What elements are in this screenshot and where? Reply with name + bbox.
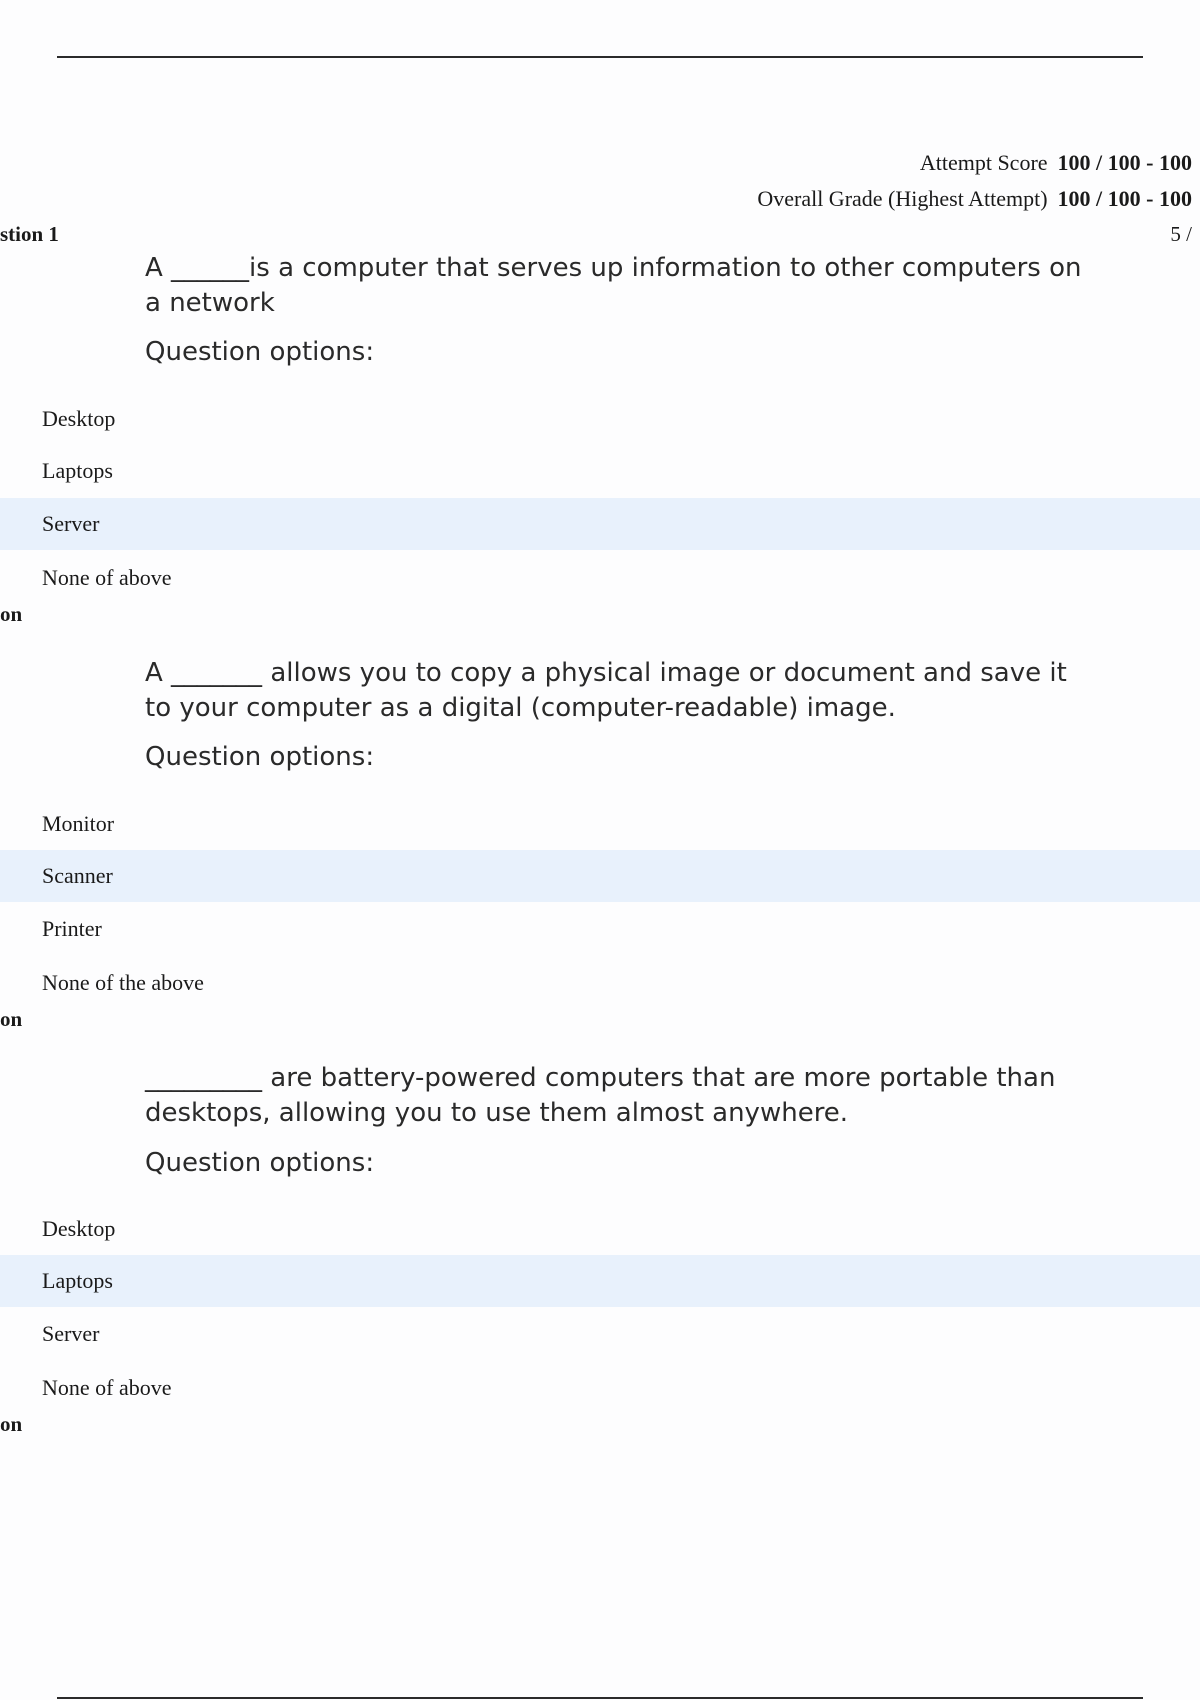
- question-3-text: _________ are battery-powered computers that are more portable than desktops, allowing you to use them almost anywhere.: [145, 1063, 1056, 1128]
- question-3-option-server[interactable]: Server: [42, 1321, 100, 1346]
- attempt-score-value: 100 / 100 - 100: [1057, 150, 1192, 175]
- question-2-option-scanner[interactable]: Scanner: [0, 850, 1200, 902]
- attempt-score: [920, 150, 1192, 176]
- question-1-number: stion 1: [0, 222, 59, 246]
- question-3-number: on: [0, 1007, 23, 1031]
- question-2-options-label: Question options:: [145, 742, 375, 772]
- question-1-option-laptops[interactable]: Laptops: [42, 458, 113, 483]
- top-rule: [57, 56, 1143, 58]
- question-2-option-monitor[interactable]: Monitor: [42, 811, 115, 836]
- question-1-options-label: Question options:: [145, 337, 375, 367]
- question-4-number: on: [0, 1412, 23, 1436]
- question-1-option-server[interactable]: Server: [0, 498, 1200, 550]
- question-1-option-desktop[interactable]: Desktop: [42, 406, 116, 431]
- question-1-points: 5 /: [1170, 222, 1192, 246]
- overall-grade-label: Overall Grade (Highest Attempt): [757, 186, 1048, 211]
- question-2-option-printer[interactable]: Printer: [42, 916, 102, 941]
- question-3-option-desktop[interactable]: Desktop: [42, 1216, 116, 1241]
- question-3-option-none-of-above[interactable]: None of above: [42, 1375, 172, 1400]
- overall-grade-value: 100 / 100 - 100: [1057, 186, 1192, 211]
- attempt-score-label: Attempt Score: [919, 150, 1048, 175]
- question-1-text: A ______is a computer that serves up information to other computers on a network: [145, 253, 1082, 318]
- question-2-option-none-of-the-above[interactable]: None of the above: [42, 970, 204, 995]
- question-2-number: on: [0, 602, 23, 626]
- question-3-options-label: Question options:: [145, 1148, 375, 1178]
- bottom-rule: [57, 1697, 1143, 1699]
- question-2-text: A _______ allows you to copy a physical image or document and save it to your computer as a digital (computer-readable) image.: [145, 658, 1067, 723]
- question-1-option-none-of-above[interactable]: None of above: [42, 565, 172, 590]
- overall-grade: [757, 186, 1192, 212]
- question-3-option-laptops[interactable]: Laptops: [0, 1255, 1200, 1307]
